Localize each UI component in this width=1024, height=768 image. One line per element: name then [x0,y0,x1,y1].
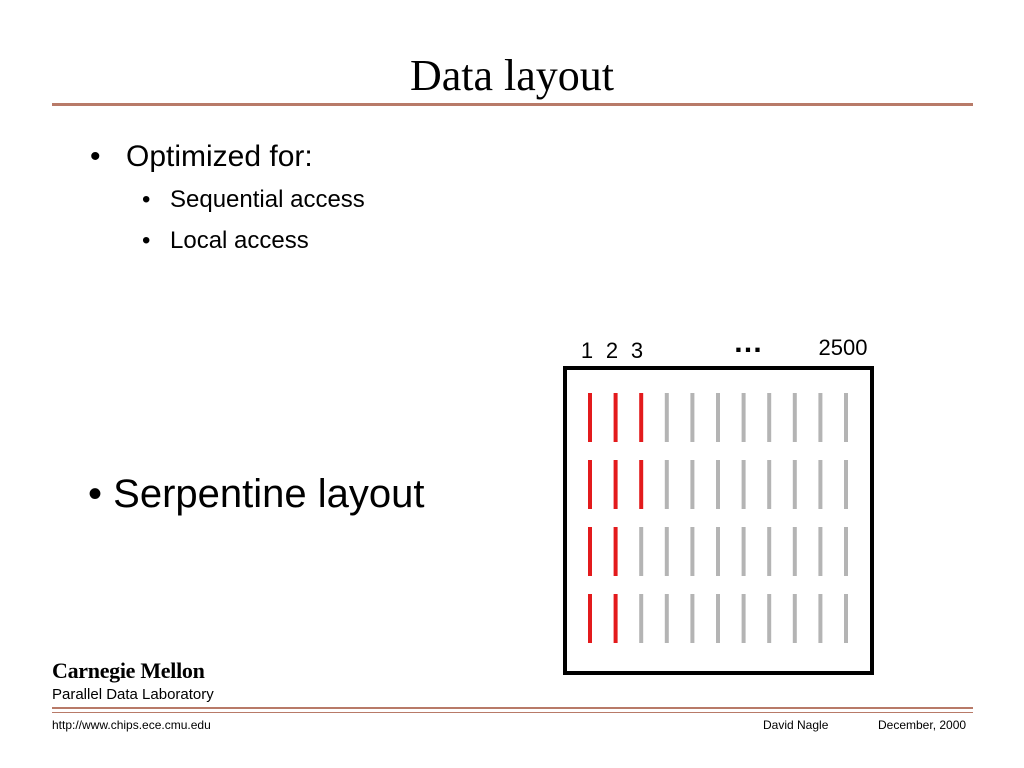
cmu-logo: Carnegie Mellon [52,658,205,683]
column-label-3: 3 [630,338,644,363]
bullet-text: Local access [170,227,309,254]
column-label-last: 2500 [818,335,868,360]
track-grid [590,393,846,643]
bullet-text: Optimized for: [126,140,313,173]
footer-divider-thin [52,712,973,713]
bullet-dot: • [88,472,103,516]
lab-name: Parallel Data Laboratory [52,686,214,703]
ellipsis: … [733,326,763,359]
bullet-text: Serpentine layout [113,472,425,516]
bullet-dot: • [142,227,151,254]
slide-title: Data layout [409,51,615,100]
bullet-text: Sequential access [170,186,365,213]
footer-divider [52,707,973,709]
footer-author: David Nagle [763,718,829,732]
footer-url[interactable]: http://www.chips.ece.cmu.edu [52,718,211,732]
column-label-1: 1 [580,338,594,363]
bullet-dot: • [142,186,151,213]
column-label-2: 2 [605,338,619,363]
footer-date: December, 2000 [878,718,967,732]
bullet-dot: • [90,140,101,173]
